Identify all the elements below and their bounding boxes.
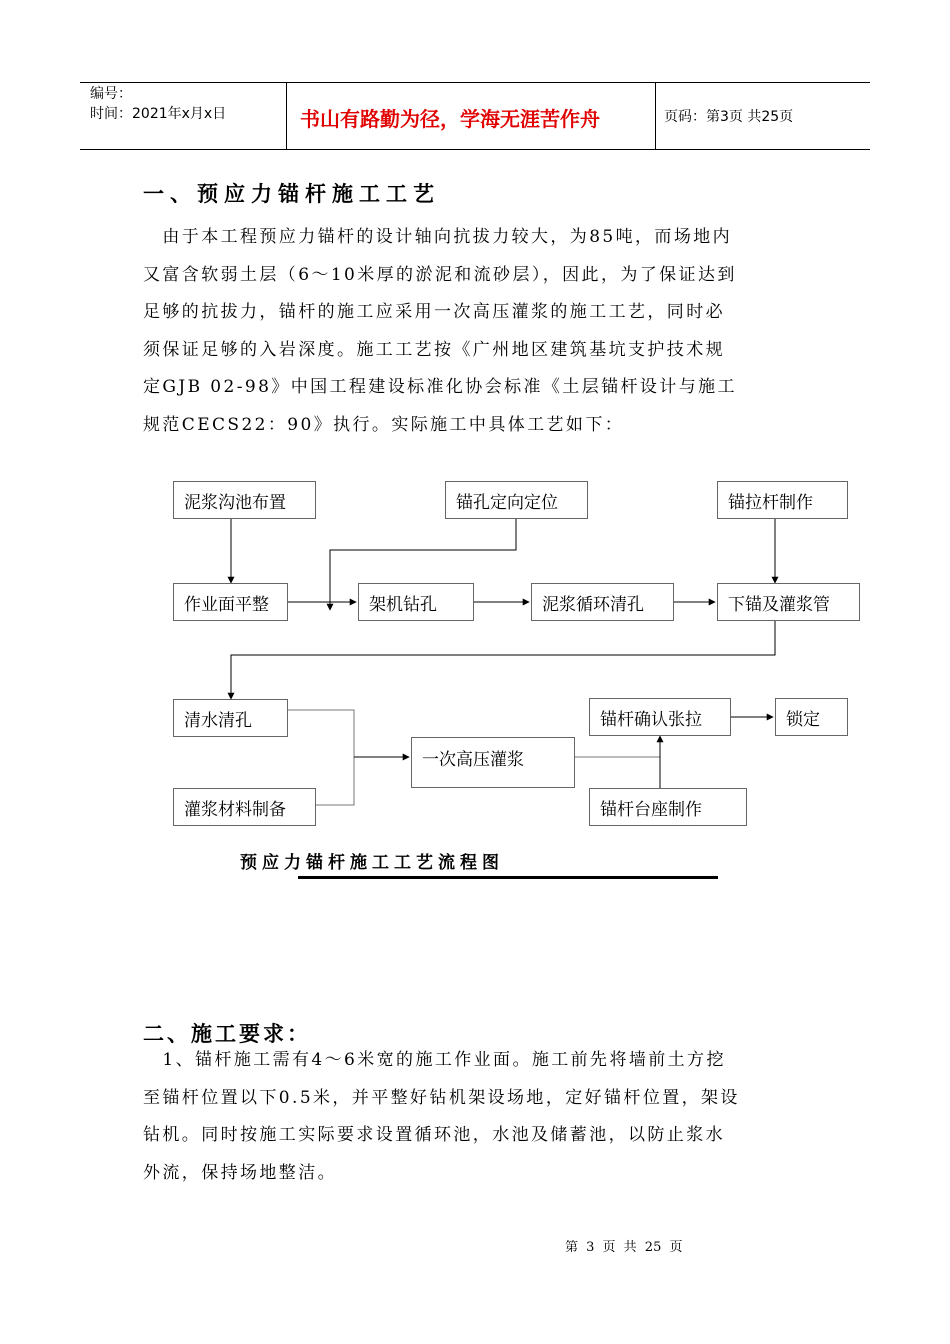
section2-paragraph xyxy=(143,1042,813,1192)
flow-box-leveling: 作业面平整 xyxy=(173,583,288,621)
paragraph-line: 又富含软弱土层（6～10米厚的淤泥和流砂层），因此，为了保证达到 xyxy=(143,264,737,285)
flow-box-tension: 锚杆确认张拉 xyxy=(589,698,731,736)
header-page-label: 页码：第3页 共25页 xyxy=(664,109,794,125)
flow-box-lock: 锁定 xyxy=(775,698,848,736)
paragraph-line: 定GJB 02-98》中国工程建设标准化协会标准《土层锚杆设计与施工 xyxy=(143,377,737,397)
flow-box-grout-material: 灌浆材料制备 xyxy=(173,788,316,826)
section2-title: 二、施工要求： xyxy=(143,1021,311,1046)
paragraph-line: 钻机。同时按施工实际要求设置循环池，水池及储蓄池，以防止浆水 xyxy=(143,1125,725,1145)
paragraph-line: 外流，保持场地整洁。 xyxy=(143,1162,337,1183)
flowchart-title: 预应力锚杆施工工艺流程图 xyxy=(240,853,504,873)
flow-box-water-cleaning: 清水清孔 xyxy=(173,699,288,737)
document-number-label: 编号： xyxy=(90,86,132,102)
page-footer: 第 3 页 共 25 页 xyxy=(565,1240,683,1255)
paragraph-line: 1、锚杆施工需有4～6米宽的施工作业面。施工前先将墙前土方挖 xyxy=(143,1050,726,1070)
document-time-label: 时间：2021年x月x日 xyxy=(90,106,227,122)
flow-box-drilling: 架机钻孔 xyxy=(358,583,474,621)
flow-box-anchor-rod: 锚拉杆制作 xyxy=(717,481,848,519)
flow-box-mud-pit: 泥浆沟池布置 xyxy=(173,481,316,519)
paragraph-line: 须保证足够的入岩深度。施工工艺按《广州地区建筑基坑支护技术规 xyxy=(143,339,725,360)
flow-box-mud-cleaning: 泥浆循环清孔 xyxy=(531,583,674,621)
header-motto: 书山有路勤为径，学海无涯苦作舟 xyxy=(300,107,600,131)
section1-title: 一、预应力锚杆施工工艺 xyxy=(143,181,440,206)
flow-box-pedestal: 锚杆台座制作 xyxy=(589,788,747,826)
flow-box-hole-position: 锚孔定向定位 xyxy=(445,481,588,519)
flowchart-title-underline xyxy=(298,876,718,879)
paragraph-line: 由于本工程预应力锚杆的设计轴向抗拔力较大，为85吨，而场地内 xyxy=(143,227,733,247)
paragraph-line: 至锚杆位置以下0.5米，并平整好钻机架设场地，定好锚杆位置，架设 xyxy=(143,1087,740,1108)
flow-box-insert-anchor: 下锚及灌浆管 xyxy=(717,583,860,621)
paragraph-line: 足够的抗拔力，锚杆的施工应采用一次高压灌浆的施工工艺，同时必 xyxy=(143,302,725,322)
paragraph-line: 规范CECS22：90》执行。实际施工中具体工艺如下： xyxy=(143,414,625,435)
flow-box-high-pressure: 一次高压灌浆 xyxy=(411,737,575,788)
